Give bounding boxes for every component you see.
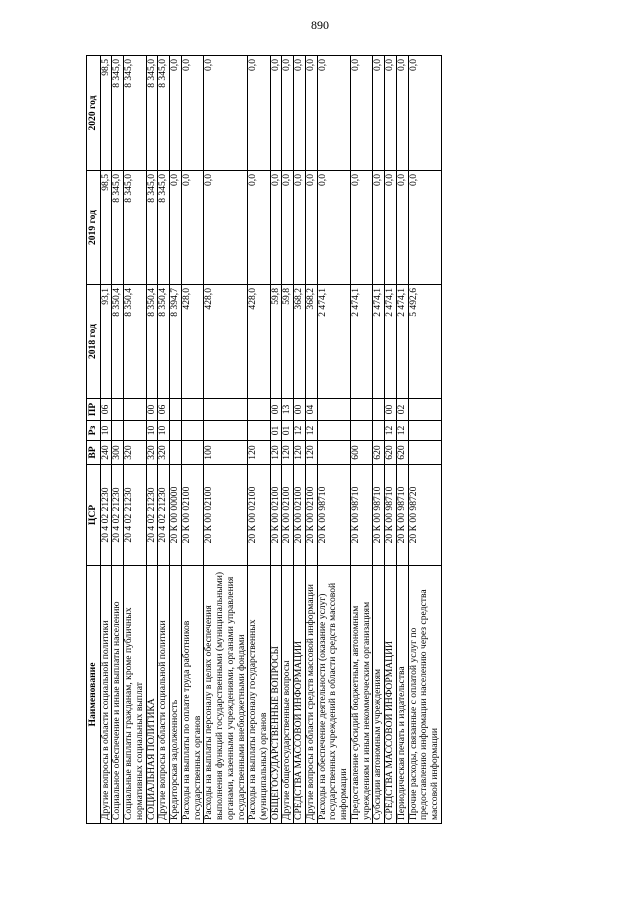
row-2018: 428,0: [248, 285, 270, 399]
row-2019: 0,0: [373, 171, 385, 285]
row-vr: 100: [204, 441, 248, 465]
table-row: [146, 56, 158, 824]
row-2020: 8 345,0: [112, 56, 124, 171]
row-name: Социальное обеспечение и иные выплаты населению: [112, 566, 124, 824]
row-2018: 2 474,1: [396, 285, 408, 399]
row-pr: [350, 399, 372, 421]
row-csr: 20 К 00 98710: [317, 465, 350, 566]
row-pr: 00: [270, 399, 282, 421]
row-2020: 0,0: [170, 56, 182, 171]
header-2019: 2019 год: [87, 171, 101, 285]
row-pr: 06: [158, 399, 170, 421]
row-vr: 120: [305, 441, 317, 465]
row-vr: 120: [270, 441, 282, 465]
table-row: [396, 56, 408, 824]
row-2018: 59,8: [270, 285, 282, 399]
row-2018: 368,2: [305, 285, 317, 399]
row-pr: [181, 399, 203, 421]
row-name: Социальные выплаты гражданам, кроме публичных нормативных социальных выплат: [124, 566, 146, 824]
row-csr: 20 4 02 21230: [112, 465, 124, 566]
table-row: [408, 56, 441, 824]
row-vr: 300: [112, 441, 124, 465]
header-row: [87, 56, 101, 824]
row-name: СРЕДСТВА МАССОВОЙ ИНФОРМАЦИИ: [294, 566, 306, 824]
row-2019: 8 345,0: [146, 171, 158, 285]
row-rz: 12: [305, 421, 317, 441]
table-row: [385, 56, 397, 824]
table-row: [170, 56, 182, 824]
row-2019: 0,0: [181, 171, 203, 285]
row-2018: 8 350,4: [158, 285, 170, 399]
row-2019: 98,5: [100, 171, 112, 285]
row-2019: 0,0: [248, 171, 270, 285]
row-pr: 04: [305, 399, 317, 421]
row-rz: [124, 421, 146, 441]
row-vr: 620: [373, 441, 385, 465]
row-csr: 20 К 00 02100: [305, 465, 317, 566]
table-row: [373, 56, 385, 824]
row-vr: 620: [385, 441, 397, 465]
row-name: Расходы на выплаты персоналу в целях обеспечения выполнения функций государственными (муниципальными) органами, казенными учреждениями, органами управления государственными внебюджетными фондами: [204, 566, 248, 824]
row-vr: [170, 441, 182, 465]
row-rz: 01: [282, 421, 294, 441]
row-pr: 02: [396, 399, 408, 421]
table-row: [100, 56, 112, 824]
table-row: [124, 56, 146, 824]
row-vr: 320: [124, 441, 146, 465]
row-name: ОБЩЕГОСУДАРСТВЕННЫЕ ВОПРОСЫ: [270, 566, 282, 824]
header-rz: Рз: [87, 421, 101, 441]
row-name: Другие общегосударственные вопросы: [282, 566, 294, 824]
row-2018: 59,8: [282, 285, 294, 399]
row-csr: 20 4 02 21230: [124, 465, 146, 566]
row-rz: [317, 421, 350, 441]
row-2018: 428,0: [204, 285, 248, 399]
row-2019: 0,0: [396, 171, 408, 285]
row-name: Расходы на выплаты по оплате труда работников государственных органов: [181, 566, 203, 824]
row-2020: 0,0: [317, 56, 350, 171]
row-csr: 20 4 02 21230: [158, 465, 170, 566]
table-row: [317, 56, 350, 824]
row-rz: [373, 421, 385, 441]
row-pr: 13: [282, 399, 294, 421]
row-pr: 00: [385, 399, 397, 421]
row-pr: [408, 399, 441, 421]
row-rz: [170, 421, 182, 441]
row-rz: 01: [270, 421, 282, 441]
row-2018: 2 474,1: [317, 285, 350, 399]
row-pr: 06: [100, 399, 112, 421]
row-name: Другие вопросы в области социальной политики: [158, 566, 170, 824]
row-rz: 10: [146, 421, 158, 441]
table-row: [305, 56, 317, 824]
row-vr: 120: [294, 441, 306, 465]
row-2019: 0,0: [282, 171, 294, 285]
table-row: [248, 56, 270, 824]
row-csr: 20 К 00 02100: [248, 465, 270, 566]
row-2019: 0,0: [317, 171, 350, 285]
row-csr: 20 К 00 98710: [373, 465, 385, 566]
row-2020: 0,0: [282, 56, 294, 171]
row-name: Периодическая печать и издательства: [396, 566, 408, 824]
row-vr: 320: [146, 441, 158, 465]
row-pr: [373, 399, 385, 421]
row-2020: 0,0: [396, 56, 408, 171]
row-name: Предоставление субсидий бюджетным, автономным учреждениям и иным некоммерческим организациям: [350, 566, 372, 824]
row-rz: 12: [396, 421, 408, 441]
table-row: [181, 56, 203, 824]
rotated-table-container: [86, 56, 526, 824]
row-rz: 12: [385, 421, 397, 441]
header-2018: 2018 год: [87, 285, 101, 399]
row-2018: 8 394,7: [170, 285, 182, 399]
row-2018: 428,0: [181, 285, 203, 399]
row-2020: 8 345,0: [158, 56, 170, 171]
row-2018: 2 474,1: [385, 285, 397, 399]
row-name: Другие вопросы в области средств массовой информации: [305, 566, 317, 824]
row-name: Кредиторская задолженность: [170, 566, 182, 824]
row-2019: 0,0: [204, 171, 248, 285]
row-csr: 20 К 00 98710: [396, 465, 408, 566]
row-vr: 320: [158, 441, 170, 465]
row-2019: 8 345,0: [124, 171, 146, 285]
table-row: [158, 56, 170, 824]
row-2018: 5 492,6: [408, 285, 441, 399]
row-2019: 8 345,0: [158, 171, 170, 285]
row-pr: [124, 399, 146, 421]
row-vr: 600: [350, 441, 372, 465]
row-2018: 2 474,1: [350, 285, 372, 399]
row-csr: 20 4 02 21230: [100, 465, 112, 566]
table-row: [270, 56, 282, 824]
row-rz: 12: [294, 421, 306, 441]
row-vr: 620: [396, 441, 408, 465]
row-pr: 00: [294, 399, 306, 421]
table-row: [294, 56, 306, 824]
row-2019: 0,0: [294, 171, 306, 285]
table-body: [100, 56, 441, 824]
row-2018: 8 350,4: [146, 285, 158, 399]
row-rz: [181, 421, 203, 441]
row-2020: 0,0: [385, 56, 397, 171]
row-name: СОЦИАЛЬНАЯ ПОЛИТИКА: [146, 566, 158, 824]
row-2019: 0,0: [270, 171, 282, 285]
row-vr: [317, 441, 350, 465]
row-2018: 93,1: [100, 285, 112, 399]
row-2020: 0,0: [181, 56, 203, 171]
row-2020: 0,0: [248, 56, 270, 171]
row-csr: 20 К 00 98710: [385, 465, 397, 566]
row-csr: 20 4 02 21230: [146, 465, 158, 566]
row-rz: [112, 421, 124, 441]
header-csr: ЦСР: [87, 465, 101, 566]
row-2019: 0,0: [170, 171, 182, 285]
row-rz: [204, 421, 248, 441]
row-csr: 20 К 00 00000: [170, 465, 182, 566]
row-csr: 20 К 00 02100: [294, 465, 306, 566]
row-pr: [317, 399, 350, 421]
row-vr: 120: [282, 441, 294, 465]
table-row: [350, 56, 372, 824]
header-vr: ВР: [87, 441, 101, 465]
row-2018: 2 474,1: [373, 285, 385, 399]
row-rz: 10: [100, 421, 112, 441]
header-2020: 2020 год: [87, 56, 101, 171]
row-2019: 0,0: [305, 171, 317, 285]
row-name: Расходы на выплаты персоналу государственных (муниципальных) органов: [248, 566, 270, 824]
row-pr: 00: [146, 399, 158, 421]
row-2019: 0,0: [350, 171, 372, 285]
row-2020: 0,0: [408, 56, 441, 171]
row-2020: 98,5: [100, 56, 112, 171]
row-name: Субсидии автономным учреждениям: [373, 566, 385, 824]
budget-table: [86, 55, 442, 824]
row-2018: 368,2: [294, 285, 306, 399]
row-pr: [248, 399, 270, 421]
row-rz: [408, 421, 441, 441]
row-2018: 8 350,4: [112, 285, 124, 399]
row-2020: 0,0: [294, 56, 306, 171]
row-vr: 120: [248, 441, 270, 465]
row-2020: 0,0: [373, 56, 385, 171]
row-2020: 0,0: [204, 56, 248, 171]
table-row: [282, 56, 294, 824]
row-name: Прочие расходы, связанные с оплатой услуг по предоставлению информации населению через средства массовой информации: [408, 566, 441, 824]
row-2019: 8 345,0: [112, 171, 124, 285]
row-pr: [204, 399, 248, 421]
row-pr: [170, 399, 182, 421]
row-csr: 20 К 00 98720: [408, 465, 441, 566]
row-2020: 8 345,0: [124, 56, 146, 171]
row-2020: 0,0: [350, 56, 372, 171]
row-vr: [408, 441, 441, 465]
row-csr: 20 К 00 02100: [270, 465, 282, 566]
row-name: Расходы на обеспечение деятельности (оказание услуг) государственных учреждений в области средств массовой информации: [317, 566, 350, 824]
row-2019: 0,0: [385, 171, 397, 285]
row-name: Другие вопросы в области социальной политики: [100, 566, 112, 824]
row-2020: 0,0: [305, 56, 317, 171]
row-2020: 8 345,0: [146, 56, 158, 171]
row-2018: 8 350,4: [124, 285, 146, 399]
row-csr: 20 К 00 02100: [181, 465, 203, 566]
row-2019: 0,0: [408, 171, 441, 285]
page-number: 890: [311, 18, 329, 32]
row-csr: 20 К 00 02100: [282, 465, 294, 566]
table-row: [112, 56, 124, 824]
row-csr: 20 К 00 02100: [204, 465, 248, 566]
row-pr: [112, 399, 124, 421]
header-name: Наименование: [87, 566, 101, 824]
row-rz: [350, 421, 372, 441]
row-vr: [181, 441, 203, 465]
table-row: [204, 56, 248, 824]
row-name: СРЕДСТВА МАССОВОЙ ИНФОРМАЦИИ: [385, 566, 397, 824]
row-rz: [248, 421, 270, 441]
row-vr: 240: [100, 441, 112, 465]
row-rz: 10: [158, 421, 170, 441]
row-csr: 20 К 00 98710: [350, 465, 372, 566]
row-2020: 0,0: [270, 56, 282, 171]
header-pr: ПР: [87, 399, 101, 421]
